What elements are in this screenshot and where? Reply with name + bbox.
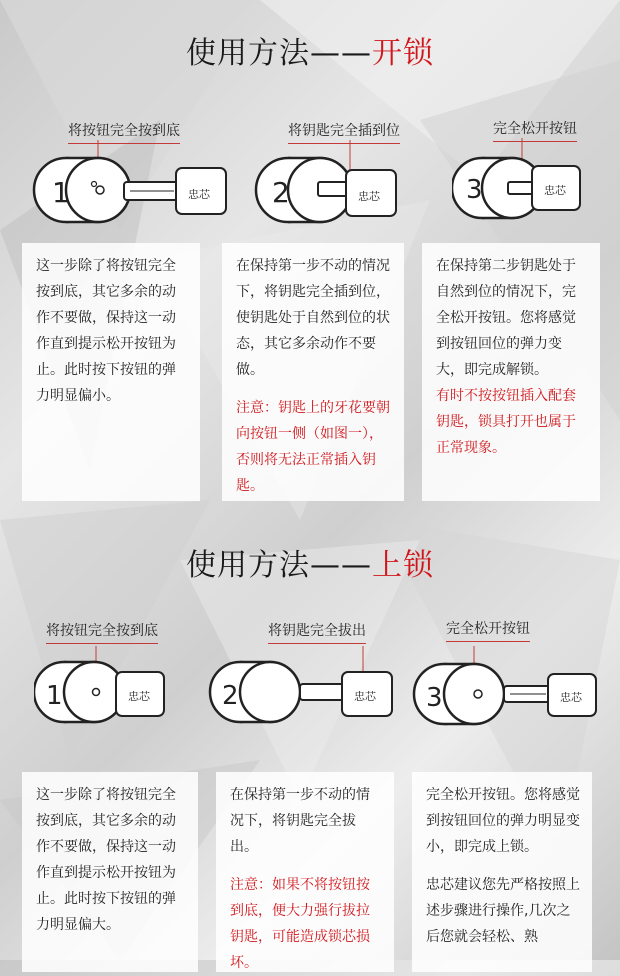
lock-step2-illustration (208, 646, 408, 736)
lock-step3-caption: 完全松开按钮 (446, 618, 530, 642)
lock-step3-key-label: 忠芯 (560, 691, 582, 704)
unlock-step1-caption: 将按钮完全按到底 (68, 120, 180, 144)
lock-title-main: 使用方法—— (186, 548, 372, 583)
lock-step1-caption: 将按钮完全按到底 (46, 620, 158, 644)
unlock-title (0, 28, 620, 72)
lock-title (0, 540, 620, 584)
unlock-step1-key-label: 忠芯 (188, 188, 210, 201)
unlock-step2-note: 注意：钥匙上的牙花要朝向按钮一侧（如图一），否则将无法正常插入钥匙。 (236, 400, 390, 494)
unlock-step2-key-label: 忠芯 (358, 190, 380, 203)
lock-step3-text: 完全松开按钮。您将感觉到按钮回位的弹力明显变小，即完成上锁。 (426, 787, 580, 855)
unlock-step2-number: 2 (272, 176, 290, 209)
unlock-step3-text: 在保持第二步钥匙处于自然到位的情况下，完全松开按钮。您将感觉到按钮回位的弹力变大，即完成解锁。 (436, 258, 576, 378)
unlock-step2-illustration (250, 140, 420, 230)
unlock-step3-key-label: 忠芯 (544, 184, 566, 197)
lock-step1-key-label: 忠芯 (128, 690, 150, 703)
lock-step1-card (22, 772, 198, 972)
lock-title-accent: 上锁 (372, 548, 434, 583)
lock-step1-text: 这一步除了将按钮完全按到底，其它多余的动作不要做，保持这一动作直到提示松开按钮为止。此时按下按钮的弹力明显偏大。 (36, 787, 176, 933)
lock-step3-card (412, 772, 592, 972)
lock-section (0, 520, 620, 971)
lock-step2-key-label: 忠芯 (354, 690, 376, 703)
unlock-step3-caption: 完全松开按钮 (493, 118, 577, 142)
lock-step1-illustration (34, 646, 184, 736)
unlock-step2-card (222, 243, 404, 501)
lock-step2-caption: 将钥匙完全拔出 (268, 620, 366, 644)
lock-step3-extra: 忠芯建议您先严格按照上述步骤进行操作,几次之后您就会轻松、熟 (426, 877, 580, 945)
unlock-step3-number: 3 (466, 175, 483, 205)
lock-step2-number: 2 (222, 681, 239, 711)
lock-step3-number: 3 (426, 683, 443, 713)
unlock-step3-note: 有时不按按钮插入配套钥匙，锁具打开也属于正常现象。 (436, 388, 576, 456)
lock-step3-illustration (412, 646, 602, 736)
lock-step2-card (216, 772, 394, 972)
unlock-title-accent: 开锁 (372, 36, 434, 71)
unlock-step3-card (422, 243, 600, 501)
lock-step2-note: 注意：如果不将按钮按到底，便大力强行拔拉钥匙，可能造成锁芯损坏。 (230, 877, 370, 971)
unlock-step1-card (22, 243, 200, 501)
unlock-step1-number: 1 (52, 176, 70, 209)
unlock-step1-text: 这一步除了将按钮完全按到底，其它多余的动作不要做，保持这一动作直到提示松开按钮为止。此时按下按钮的弹力明显偏小。 (36, 258, 176, 404)
unlock-step1-illustration (28, 140, 228, 230)
unlock-step2-text: 在保持第一步不动的情况下，将钥匙完全插到位，使钥匙处于自然到位的状态，其它多余动作不要做。 (236, 258, 390, 378)
unlock-step2-caption: 将钥匙完全插到位 (288, 120, 400, 144)
lock-step2-text: 在保持第一步不动的情况下，将钥匙完全拔出。 (230, 787, 370, 855)
unlock-step3-illustration (452, 138, 602, 228)
unlock-title-main: 使用方法—— (186, 36, 372, 71)
lock-step1-number: 1 (46, 681, 63, 711)
